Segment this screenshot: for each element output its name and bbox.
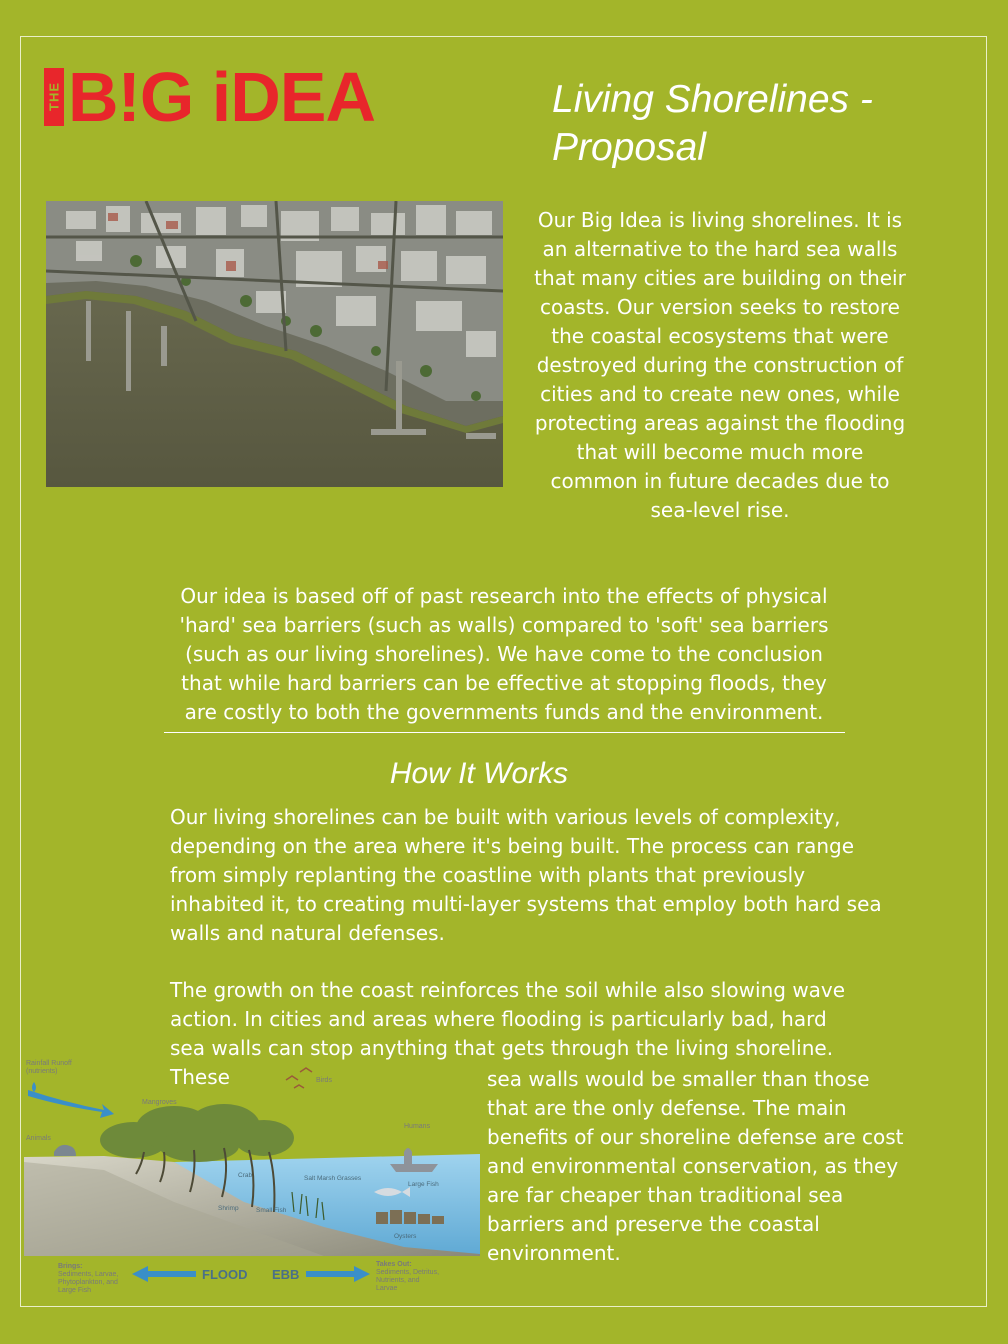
takes-title: Takes Out:: [376, 1261, 412, 1268]
how-it-works-paragraph-1: Our living shorelines can be built with various levels of complexity, depending on the area where it's being built. The process can range from simply replanting the coastline with plants that previously inhabited it, to creating multi-layer systems that employ both hard sea walls and natural defenses.: [170, 805, 882, 945]
label-mangroves: Mangroves: [142, 1099, 177, 1106]
ebb-label: EBB: [272, 1267, 300, 1282]
brings-title: Brings:: [58, 1263, 83, 1270]
logo-the: THE: [44, 68, 64, 126]
label-salt-marsh: Salt Marsh Grasses: [304, 1175, 362, 1182]
brings-line-3: Large Fish: [58, 1287, 92, 1294]
label-humans: Humans: [404, 1123, 431, 1130]
label-small-fish: Small Fish: [256, 1207, 287, 1214]
label-rainfall: Rainfall Runoff: [26, 1060, 72, 1067]
intro-paragraph: Our Big Idea is living shorelines. It is an alternative to the hard sea walls that many cities are building on their coasts. Our version seeks to restore the coastal ecosystems that were destroyed during the construction of cities and to create new ones, while protecting areas against the flooding that will become much more common in future decades due to sea-level rise.: [534, 208, 906, 522]
flood-label: FLOOD: [202, 1267, 248, 1282]
brings-line-1: Sediments, Larvae,: [58, 1271, 119, 1278]
label-animals: Animals: [26, 1135, 51, 1142]
how-it-works-paragraph-2-bottom: sea walls would be smaller than those that are the only defense. The main benefits of our shoreline defense are cost and environmental conservation, as they are far cheaper than traditional sea barriers and preserve the coastal environment.: [487, 1067, 904, 1265]
raindrop-icon: [32, 1082, 36, 1092]
brings-line-2: Phytoplankton, and: [58, 1279, 118, 1286]
takes-line-2: Nutrients, and: [376, 1277, 420, 1284]
flood-arrow-icon: [132, 1266, 196, 1282]
label-birds: Birds: [316, 1077, 332, 1084]
label-oysters: Oysters: [394, 1233, 417, 1240]
rainfall-arrow-icon: [28, 1090, 114, 1118]
how-it-works-paragraph-2-top: The growth on the coast reinforces the soil while also slowing wave action. In cities and areas where flooding is particularly bad, hard sea walls can stop anything that gets through the living shoreline. These: [170, 978, 846, 1089]
section-divider: [164, 732, 845, 733]
label-rainfall-sub: (nutrients): [26, 1068, 58, 1075]
logo-big-idea: B!G iDEA: [68, 58, 375, 136]
label-large-fish: Large Fish: [408, 1181, 439, 1188]
ebb-arrow-icon: [306, 1266, 370, 1282]
takes-line-1: Sediments, Detritus,: [376, 1269, 440, 1276]
mangrove-trees: [100, 1104, 294, 1162]
animal-icon: [54, 1145, 76, 1156]
research-paragraph: Our idea is based off of past research into the effects of physical 'hard' sea barriers (such as walls) compared to 'soft' sea barriers (such as our living shorelines). We have come to the conclusion that while hard barriers can be effective at stopping floods, they are costly to both the governments funds and the environment.: [179, 584, 829, 724]
aerial-city-photo: [46, 201, 503, 487]
label-shrimp: Shrimp: [218, 1205, 239, 1212]
birds-icon: [286, 1068, 312, 1088]
how-it-works-heading: How It Works: [389, 757, 569, 790]
page-title: Living Shorelines - Proposal: [552, 78, 873, 169]
label-crab: Crab: [238, 1172, 253, 1179]
takes-line-3: Larvae: [376, 1285, 398, 1292]
big-idea-logo: [44, 58, 375, 136]
living-shoreline-diagram: [24, 1052, 480, 1302]
boat-icon: [390, 1164, 438, 1172]
